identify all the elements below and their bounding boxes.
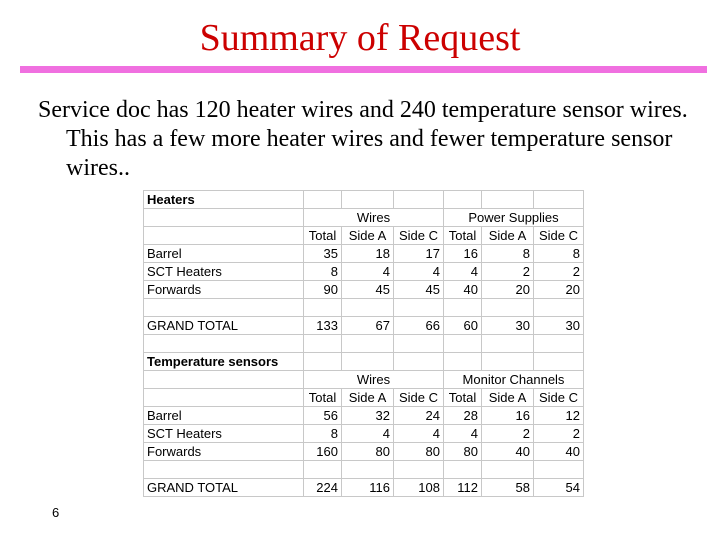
table-cell xyxy=(144,335,304,353)
table-cell xyxy=(342,299,394,317)
table-cell xyxy=(342,353,394,371)
grand-total-row xyxy=(144,317,584,335)
table-cell xyxy=(482,191,534,209)
value-cell: 20 xyxy=(534,281,584,299)
value-cell: 4 xyxy=(444,263,482,281)
value-cell: 45 xyxy=(342,281,394,299)
table-cell xyxy=(304,191,342,209)
value-cell: 4 xyxy=(342,263,394,281)
section-heading-row xyxy=(144,191,584,209)
spacer-row xyxy=(144,299,584,317)
group-header-row xyxy=(144,209,584,227)
section-heading: Heaters xyxy=(144,191,304,209)
table-cell xyxy=(482,461,534,479)
table-cell xyxy=(304,353,342,371)
table-cell xyxy=(342,191,394,209)
table-cell xyxy=(444,191,482,209)
table-cell xyxy=(144,227,304,245)
value-cell: 40 xyxy=(482,443,534,461)
row-label: Barrel xyxy=(144,407,304,425)
group-header: Wires xyxy=(304,371,444,389)
table-cell xyxy=(444,461,482,479)
row-label: SCT Heaters xyxy=(144,263,304,281)
value-cell: 8 xyxy=(482,245,534,263)
table-cell xyxy=(394,299,444,317)
table-cell xyxy=(534,191,584,209)
row-label: Forwards xyxy=(144,281,304,299)
table-cell xyxy=(394,335,444,353)
table-cell xyxy=(304,335,342,353)
grand-total-label: GRAND TOTAL xyxy=(144,479,304,497)
column-header: Side C xyxy=(394,389,444,407)
table-cell xyxy=(304,461,342,479)
table-row xyxy=(144,263,584,281)
table-cell xyxy=(482,299,534,317)
table-cell xyxy=(534,461,584,479)
table-row xyxy=(144,407,584,425)
grand-total-value: 133 xyxy=(304,317,342,335)
grand-total-label: GRAND TOTAL xyxy=(144,317,304,335)
slide-title: Summary of Request xyxy=(199,17,521,59)
table-cell xyxy=(444,335,482,353)
grand-total-value: 108 xyxy=(394,479,444,497)
group-header: Wires xyxy=(304,209,444,227)
column-header: Side C xyxy=(534,227,584,245)
summary-table xyxy=(143,190,584,497)
table-row xyxy=(144,443,584,461)
column-header-row xyxy=(144,227,584,245)
grand-total-value: 54 xyxy=(534,479,584,497)
grand-total-value: 58 xyxy=(482,479,534,497)
table-cell xyxy=(482,335,534,353)
value-cell: 32 xyxy=(342,407,394,425)
value-cell: 2 xyxy=(534,425,584,443)
grand-total-value: 60 xyxy=(444,317,482,335)
value-cell: 40 xyxy=(534,443,584,461)
value-cell: 80 xyxy=(342,443,394,461)
group-header: Monitor Channels xyxy=(444,371,584,389)
table-row xyxy=(144,425,584,443)
spacer-row xyxy=(144,461,584,479)
value-cell: 4 xyxy=(444,425,482,443)
table-cell xyxy=(144,461,304,479)
grand-total-value: 67 xyxy=(342,317,394,335)
table-cell xyxy=(444,353,482,371)
row-label: SCT Heaters xyxy=(144,425,304,443)
value-cell: 80 xyxy=(444,443,482,461)
value-cell: 80 xyxy=(394,443,444,461)
value-cell: 8 xyxy=(534,245,584,263)
table-cell xyxy=(304,299,342,317)
column-header: Total xyxy=(304,389,342,407)
column-header: Side A xyxy=(482,227,534,245)
section-heading: Temperature sensors xyxy=(144,353,304,371)
value-cell: 8 xyxy=(304,425,342,443)
row-label: Forwards xyxy=(144,443,304,461)
body-text: Service doc has 120 heater wires and 240 temperature sensor wires. This has a few more heater wires and fewer temperature sensor wires.. xyxy=(38,97,688,181)
column-header: Total xyxy=(444,389,482,407)
value-cell: 16 xyxy=(444,245,482,263)
grand-total-value: 224 xyxy=(304,479,342,497)
spacer-row xyxy=(144,335,584,353)
grand-total-value: 112 xyxy=(444,479,482,497)
page-number: 6 xyxy=(52,505,60,520)
value-cell: 20 xyxy=(482,281,534,299)
table-cell xyxy=(534,335,584,353)
group-header: Power Supplies xyxy=(444,209,584,227)
value-cell: 45 xyxy=(394,281,444,299)
group-header-row xyxy=(144,371,584,389)
column-header: Side A xyxy=(342,389,394,407)
value-cell: 2 xyxy=(482,263,534,281)
value-cell: 4 xyxy=(342,425,394,443)
value-cell: 4 xyxy=(394,425,444,443)
value-cell: 8 xyxy=(304,263,342,281)
table-cell xyxy=(144,209,304,227)
value-cell: 90 xyxy=(304,281,342,299)
grand-total-row xyxy=(144,479,584,497)
column-header-row xyxy=(144,389,584,407)
value-cell: 160 xyxy=(304,443,342,461)
table-row xyxy=(144,281,584,299)
table-cell xyxy=(482,353,534,371)
value-cell: 2 xyxy=(534,263,584,281)
table-cell xyxy=(534,353,584,371)
table-cell xyxy=(444,299,482,317)
grand-total-value: 30 xyxy=(534,317,584,335)
column-header: Side A xyxy=(342,227,394,245)
table-cell xyxy=(394,461,444,479)
value-cell: 35 xyxy=(304,245,342,263)
table-cell xyxy=(144,389,304,407)
table-row xyxy=(144,245,584,263)
column-header: Side C xyxy=(534,389,584,407)
value-cell: 17 xyxy=(394,245,444,263)
column-header: Side A xyxy=(482,389,534,407)
section-heading-row xyxy=(144,353,584,371)
table-cell xyxy=(394,353,444,371)
value-cell: 56 xyxy=(304,407,342,425)
column-header: Side C xyxy=(394,227,444,245)
grand-total-value: 116 xyxy=(342,479,394,497)
grand-total-value: 66 xyxy=(394,317,444,335)
table-cell xyxy=(342,335,394,353)
table-cell xyxy=(144,299,304,317)
column-header: Total xyxy=(304,227,342,245)
column-header: Total xyxy=(444,227,482,245)
grand-total-value: 30 xyxy=(482,317,534,335)
value-cell: 16 xyxy=(482,407,534,425)
table-cell xyxy=(394,191,444,209)
table-cell xyxy=(144,371,304,389)
value-cell: 40 xyxy=(444,281,482,299)
value-cell: 4 xyxy=(394,263,444,281)
value-cell: 2 xyxy=(482,425,534,443)
value-cell: 18 xyxy=(342,245,394,263)
row-label: Barrel xyxy=(144,245,304,263)
title-divider xyxy=(20,66,707,73)
value-cell: 28 xyxy=(444,407,482,425)
table-cell xyxy=(534,299,584,317)
value-cell: 24 xyxy=(394,407,444,425)
value-cell: 12 xyxy=(534,407,584,425)
table-cell xyxy=(342,461,394,479)
